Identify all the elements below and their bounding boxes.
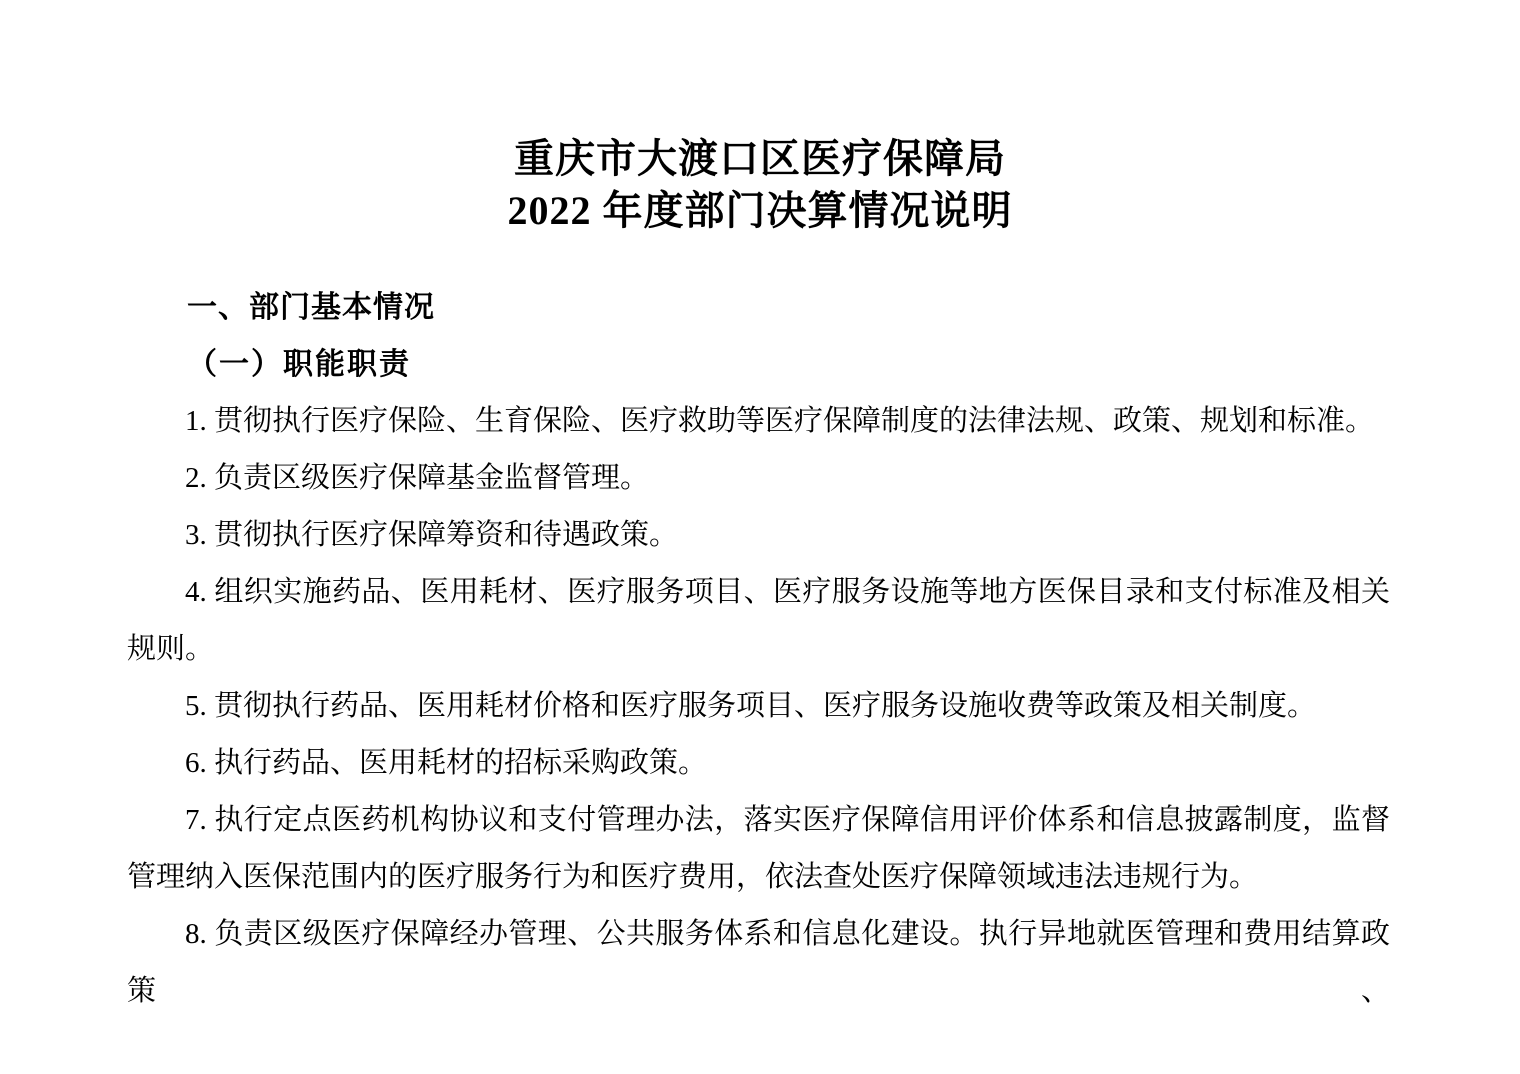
subsection-heading: （一）职能职责 bbox=[187, 348, 411, 381]
duty-paragraph-1: 1. 贯彻执行医疗保险、生育保险、医疗救助等医疗保障制度的法律法规、政策、规划和标准。 bbox=[185, 405, 1375, 437]
title-line-1: 重庆市大渡口区医疗保障局 bbox=[514, 136, 1006, 181]
title-line-2: 2022 年度部门决算情况说明 bbox=[507, 188, 1013, 233]
duty-paragraph-3: 3. 贯彻执行医疗保障筹资和待遇政策。 bbox=[185, 519, 679, 551]
duty-paragraph-7: 7. 执行定点医药机构协议和支付管理办法，落实医疗保障信用评价体系和信息披露制度，监督管理纳入医保范围内的医疗服务行为和医疗费用，依法查处医疗保障领域违法违规行为。 bbox=[127, 804, 1390, 893]
duty-paragraph-4: 4. 组织实施药品、医用耗材、医疗服务项目、医疗服务设施等地方医保目录和支付标准及相关规则。 bbox=[127, 576, 1390, 665]
duty-paragraph-2: 2. 负责区级医疗保障基金监督管理。 bbox=[185, 462, 650, 494]
document-title bbox=[0, 0, 1520, 237]
duty-paragraph-5: 5. 贯彻执行药品、医用耗材价格和医疗服务项目、医疗服务设施收费等政策及相关制度。 bbox=[185, 690, 1317, 722]
duty-paragraph-6: 6. 执行药品、医用耗材的招标采购政策。 bbox=[185, 747, 708, 779]
document-body bbox=[127, 279, 1390, 1020]
section-heading: 一、部门基本情况 bbox=[187, 291, 435, 324]
duty-paragraph-8: 8. 负责区级医疗保障经办管理、公共服务体系和信息化建设。执行异地就医管理和费用结算政策、 bbox=[127, 918, 1390, 1007]
